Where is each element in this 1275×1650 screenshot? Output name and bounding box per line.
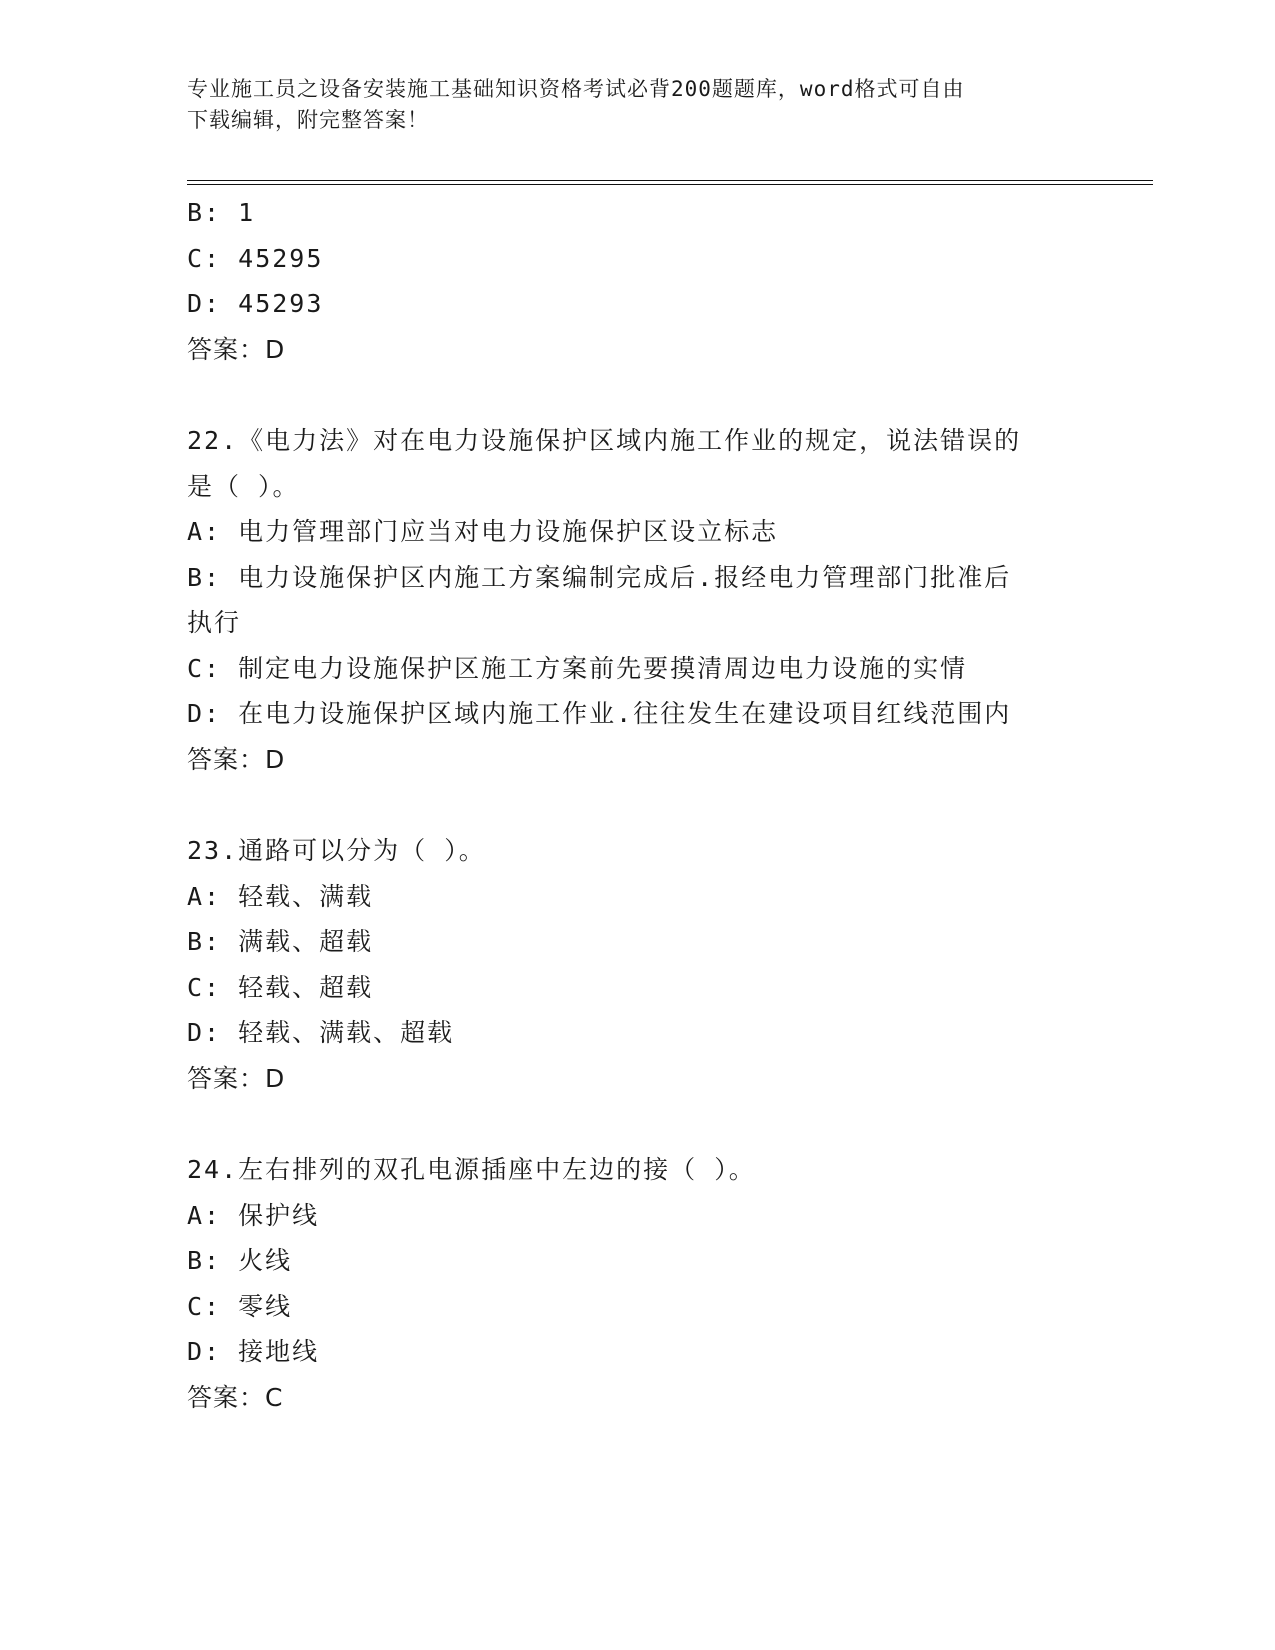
- question-21-tail: [187, 190, 1087, 372]
- option-d: D: 轻载、满载、超载: [187, 1018, 455, 1047]
- option-b: B: 1: [187, 198, 256, 227]
- answer-line: 答案：D: [187, 334, 286, 364]
- question-24: [187, 1147, 1087, 1420]
- question-22: [187, 418, 1087, 782]
- option-b: B: 满载、超载: [187, 927, 374, 956]
- spacer: [187, 1101, 1087, 1147]
- question-stem: 22.《电力法》对在电力设施保护区域内施工作业的规定，说法错误的: [187, 426, 1022, 455]
- option-a: A: 电力管理部门应当对电力设施保护区设立标志: [187, 517, 779, 546]
- question-stem: 23.通路可以分为（ ）。: [187, 836, 486, 865]
- question-23: [187, 828, 1087, 1101]
- document-body: [187, 190, 1087, 1420]
- option-d: D: 在电力设施保护区域内施工作业.往往发生在建设项目红线范围内: [187, 699, 1012, 728]
- option-a: A: 保护线: [187, 1200, 320, 1230]
- header-divider: [187, 180, 1153, 181]
- header-line: 专业施工员之设备安装施工基础知识资格考试必背200题题库，word格式可自由: [187, 77, 965, 101]
- option-c: C: 制定电力设施保护区施工方案前先要摸清周边电力设施的实情: [187, 653, 968, 683]
- option-b: B: 火线: [187, 1246, 293, 1275]
- answer-line: 答案：C: [187, 1382, 284, 1412]
- answer-line: 答案：D: [187, 744, 286, 774]
- option-b-continued: 执行: [187, 608, 242, 637]
- spacer: [187, 782, 1087, 828]
- option-c: C: 零线: [187, 1291, 293, 1321]
- option-c: C: 45295: [187, 243, 324, 273]
- document-header: [187, 74, 1077, 136]
- header-line: 下载编辑，附完整答案！: [187, 108, 429, 132]
- header-divider: [187, 184, 1153, 185]
- option-d: D: 接地线: [187, 1337, 320, 1366]
- option-b: B: 电力设施保护区内施工方案编制完成后.报经电力管理部门批准后: [187, 562, 1012, 592]
- spacer: [187, 372, 1087, 418]
- option-a: A: 轻载、满载: [187, 881, 374, 911]
- question-stem: 是（ ）。: [187, 471, 300, 501]
- question-stem: 24.左右排列的双孔电源插座中左边的接（ ）。: [187, 1155, 756, 1184]
- answer-line: 答案：D: [187, 1063, 286, 1093]
- option-d: D: 45293: [187, 289, 324, 318]
- option-c: C: 轻载、超载: [187, 972, 374, 1002]
